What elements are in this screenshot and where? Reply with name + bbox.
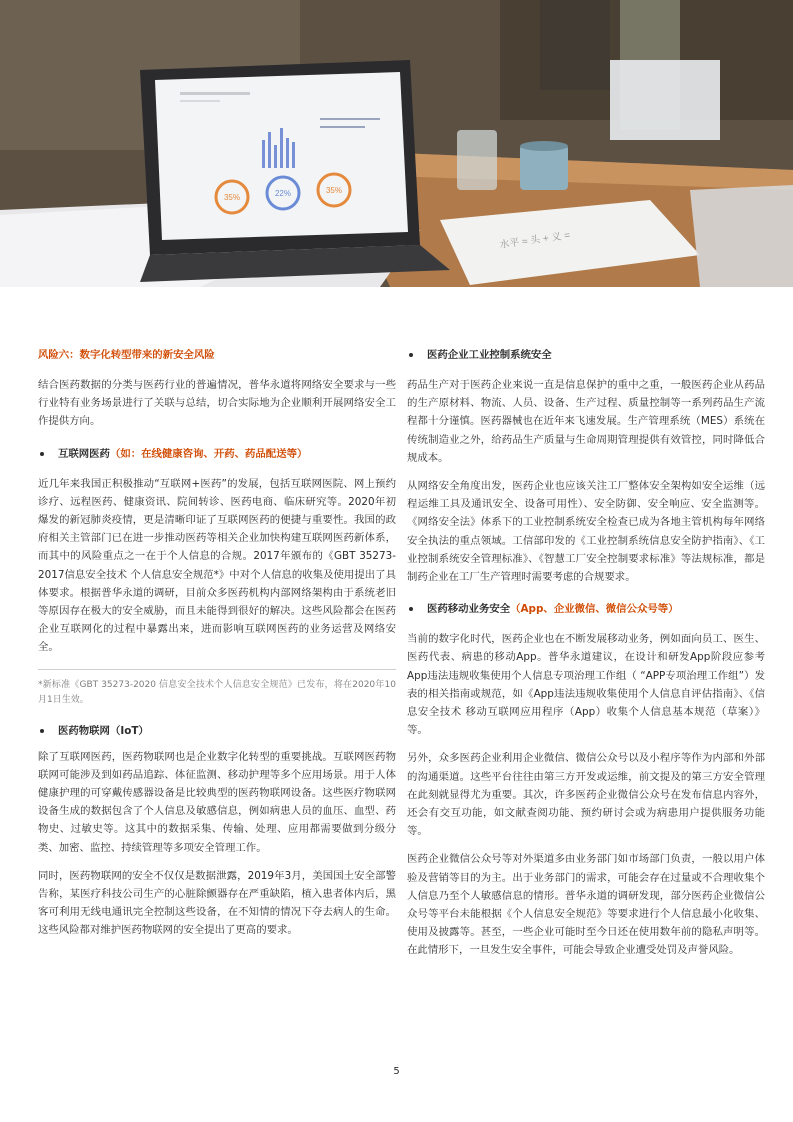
hero-illustration [0, 0, 793, 287]
ring-label-3: 35% [325, 186, 343, 195]
footnote-divider [38, 669, 396, 670]
bullet-dot-icon [409, 353, 413, 357]
glass [457, 130, 497, 190]
bullet-ics-head: 医药企业工业控制系统安全 [427, 349, 552, 361]
bullet-dot-icon [409, 607, 413, 611]
intro-paragraph: 结合医药数据的分类与医药行业的普遍情况，普华永道将网络安全要求与一些行业特有业务场景进行了关联与总结，切合实际地为企业顺利开展网络安全工作提供方向。 [38, 379, 396, 428]
ring-label-1: 35% [223, 193, 241, 202]
internet-medicine-paragraph: 近几年来我国正积极推动“互联网+医药”的发展，包括互联网医院、网上预约诊疗、远程医药、健康资讯、院间转诊、医药电商、临床研究等。2020年初爆发的新冠肺炎疫情，更是清晰印证了互联网医药的便捷与重要性。我国的政府相关主管部门已在进一步推动医药等相关企业加快构建互联网医药新体系，而其中的风险重点之一在于个人信息的合规。2017年颁布的《GBT 35273-2017信息安全技术 个人信息安全规范*》中对个人信息的收集及使用提出了具体要求。根据普华永道的调研，目前众多医药机构内部网络架构由于系统老旧等原因存在极大的安全威胁，而且未能得到很好的解决。这些风险都会在医药企业互联网化的过程中暴露出来，进而影响互联网医药的业务运营及网络安全。 [38, 477, 396, 654]
right-column [407, 346, 765, 960]
left-column [38, 346, 396, 940]
bullet-iot [38, 722, 396, 740]
ring-label-2: 22% [274, 189, 292, 198]
ics-paragraph-2: 从网络安全角度出发，医药企业也应该关注工厂整体安全架构如安全运维（远程运维工具及通讯安全、设备可用性）、安全防御、安全响应、安全监测等。《网络安全法》体系下的工业控制系统安全检查已成为各地主管机构每年网络安全执法的重点领域。工信部印发的《工业控制系统信息安全防护指南》、《工业控制系统安全管理标准》、《智慧工厂安全控制要求标准》等法规标准，都是制药企业在工厂生产管理时需要考虑的合规要求。 [407, 480, 765, 584]
bullet-iot-head: 医药物联网（IoT） [58, 724, 149, 737]
paper-notes: 水平 ≈ 头 + 义 = [498, 230, 571, 251]
page-number: 5 [393, 1066, 400, 1077]
bullet-ics [407, 346, 765, 364]
mug [520, 145, 568, 190]
bullet-mobile-sub: （App、企业微信、微信公众号等） [510, 603, 679, 616]
mobile-paragraph-3: 医药企业微信公众号等对外渠道多由业务部门如市场部门负责，一般以用户体验及营销等目的为主。出于业务部门的需求，可能会存在过量或不合理收集个人信息乃至个人敏感信息的情形。普华永道的调研发现，部分医药企业微信公众号等平台未能根据《个人信息安全规范》等要求进行个人信息最小化收集、使用及披露等。甚至，一些企业可能时至今日还在使用数年前的隐私声明等。在此情形下，一旦发生安全事件，可能会导致企业遭受处罚及声誉风险。 [407, 853, 765, 957]
bullet-mobile [407, 600, 765, 618]
mobile-paragraph-2: 另外，众多医药企业利用企业微信、微信公众号以及小程序等作为内部和外部的沟通渠道。这些平台往往由第三方开发或运维，前文提及的第三方安全管理在此刻就显得尤为重要。其次，许多医药企业微信公众号在发布信息内容外，还会有交互功能，如文献查阅功能、预约研讨会或为病患用户提供服务功能等。 [407, 752, 765, 838]
footnote: *新标准《GBT 35273-2020 信息安全技术个人信息安全规范》已发布，将在2020年10月1日生效。 [38, 679, 396, 705]
bullet-internet-medicine-sub: （如：在线健康咨询、开药、药品配送等） [109, 447, 308, 460]
iot-paragraph-2: 同时，医药物联网的安全不仅仅是数据泄露，2019年3月，美国国土安全部警告称，某医疗科技公司生产的心脏除颤器存在严重缺陷，植入患者体内后，黑客可利用无线电通讯完全控制这些设备，在不知情的情况下夺去病人的生命。这些风险都对维护医药物联网的安全提出了更高的要求。 [38, 869, 396, 937]
mobile-paragraph-1: 当前的数字化时代，医药企业也在不断发展移动业务，例如面向员工、医生、医药代表、病患的移动App。普华永道建议，在设计和研发App阶段应参考App违法违规收集使用个人信息专项治理工作组（ “APP专项治理工作组”）发表的相关指南或规范，如《App违法违规收集使用个人信息自评估指南》、《信息安全技术 移动互联网应用程序（App）收集个人信息基本规范（草案）》等。 [407, 633, 765, 737]
risk-section-title: 风险六：数字化转型带来的新安全风险 [38, 349, 215, 361]
hero-photo [0, 0, 793, 287]
bullet-internet-medicine-head: 互联网医药 [58, 447, 110, 460]
bullet-dot-icon [40, 452, 44, 456]
bullet-dot-icon [40, 729, 44, 733]
iot-paragraph-1: 除了互联网医药，医药物联网也是企业数字化转型的重要挑战。互联网医药物联网可能涉及到如药品追踪、体征监测、移动护理等多个应用场景。用于人体健康护理的可穿戴传感器设备是比较典型的医药物联网设备。这些医疗物联网设备生成的数据包含了个人信息及敏感信息，例如病患人员的血压、血型、药物史、过敏史等。这其中的数据采集、传输、处理、应用都需要做到分级分类、加密、监控、持续管理等多项安全管理工作。 [38, 750, 396, 854]
ics-paragraph-1: 药品生产对于医药企业来说一直是信息保护的重中之重，一般医药企业从药品的生产原材料、物流、人员、设备、生产过程、质量控制等一系列药品生产流程都十分谨慎。医药器械也在近年来飞速发展。生产管理系统（MES）系统在传统制造业之外，给药品生产质量与生命周期管理提供有效管控，同时降低合规成本。 [407, 379, 765, 464]
bullet-mobile-head: 医药移动业务安全 [427, 603, 511, 616]
bullet-internet-medicine [38, 445, 396, 463]
